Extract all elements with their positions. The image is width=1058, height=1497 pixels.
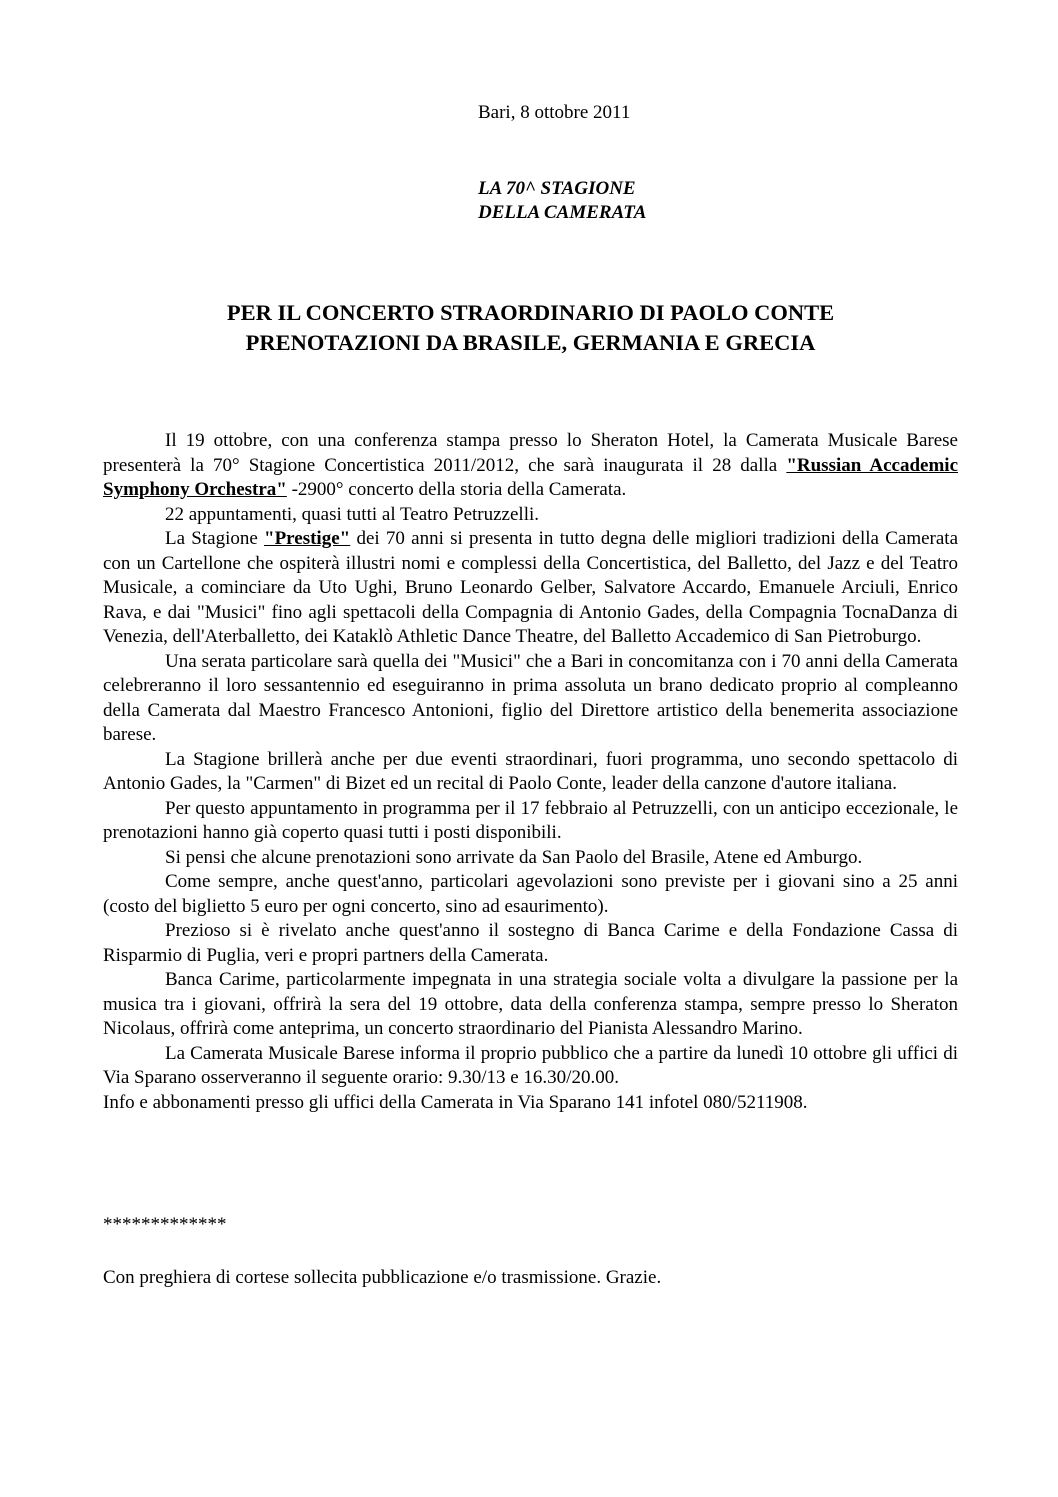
paragraph-season-text-a: La Stagione xyxy=(165,528,265,549)
paragraph-season xyxy=(103,527,958,650)
headline xyxy=(103,298,958,358)
paragraph-sponsors: Prezioso si è rivelato anche quest'anno il sostegno di Banca Carime e della Fondazione Cassa di Risparmio di Puglia, veri e propri partners della Camerata. xyxy=(103,920,958,966)
season-kicker xyxy=(478,177,646,225)
paragraph-intro xyxy=(103,429,958,503)
headline-line-1: PER IL CONCERTO STRAORDINARIO DI PAOLO CONTE xyxy=(226,300,835,325)
paragraph-bookings: Per questo appuntamento in programma per il 17 febbraio al Petruzzelli, con un anticipo eccezionale, le prenotazioni hanno già coperto quasi tutti i posti disponibili. xyxy=(103,797,958,843)
paragraph-office-hours: La Camerata Musicale Barese informa il proprio pubblico che a partire da lunedì 10 ottobre gli uffici di Via Sparano osserveranno il seguente orario: 9.30/13 e 16.30/20.00. xyxy=(103,1042,958,1088)
paragraph-special-events: La Stagione brillerà anche per due eventi straordinari, fuori programma, uno secondo spettacolo di Antonio Gades, la "Carmen" di Bizet ed un recital di Paolo Conte, leader della canzone d'autore italiana. xyxy=(103,748,958,794)
headline-line-2: PRENOTAZIONI DA BRASILE, GERMANIA E GRECIA xyxy=(245,330,816,355)
orchestra-name: "Russian Accademic Symphony Orchestra" xyxy=(103,454,958,500)
kicker-line-2: DELLA CAMERATA xyxy=(478,202,647,223)
paragraph-intro-text-b: -2900° concerto della storia della Camerata. xyxy=(286,479,627,500)
paragraph-international: Si pensi che alcune prenotazioni sono arrivate da San Paolo del Brasile, Atene ed Amburgo. xyxy=(165,846,863,868)
paragraph-intro-text-a: Il 19 ottobre, con una conferenza stampa presso lo Sheraton Hotel, la Camerata Musicale Barese presenterà la 70° Stagione Concertistica 2011/2012, che sarà inaugurata il 28 dalla xyxy=(103,430,958,476)
paragraph-appointments: 22 appuntamenti, quasi tutti al Teatro Petruzzelli. xyxy=(165,503,539,525)
closing-note: Con preghiera di cortese sollecita pubblicazione e/o trasmissione. Grazie. xyxy=(103,1267,662,1288)
paragraph-info-contact: Info e abbonamenti presso gli uffici della Camerata in Via Sparano 141 infotel 080/5211908. xyxy=(103,1091,808,1113)
article-body xyxy=(103,429,958,1115)
kicker-line-1: LA 70^ STAGIONE xyxy=(478,178,636,199)
paragraph-youth-discounts: Come sempre, anche quest'anno, particolari agevolazioni sono previste per i giovani sino a 25 anni (costo del biglietto 5 euro per ogni concerto, sino ad esaurimento). xyxy=(103,871,958,917)
prestige-label: "Prestige" xyxy=(264,528,351,549)
paragraph-season-text-b: dei 70 anni si presenta in tutto degna delle migliori tradizioni della Camerata con un Cartellone che ospiterà illustri nomi e complessi della Concertistica, del Balletto, del Jazz e del Teatro Musicale, a cominciare da Uto Ughi, Bruno Leonardo Gelber, Salvatore Accardo, Emanuele Arciuli, Enrico Rava, e dai "Musici" fino agli spettacoli della Compagnia di Antonio Gades, della Compagnia TocnaDanza di Venezia, dell'Aterballetto, dei Kataklò Athletic Dance Theatre, del Balletto Accademico di San Pietroburgo. xyxy=(103,528,958,647)
document-date: Bari, 8 ottobre 2011 xyxy=(478,102,631,123)
separator: ************* xyxy=(103,1214,227,1235)
paragraph-banca-carime: Banca Carime, particolarmente impegnata in una strategia sociale volta a divulgare la passione per la musica tra i giovani, offrirà la sera del 19 ottobre, data della conferenza stampa, sempre presso lo Sheraton Nicolaus, offrirà come anteprima, un concerto straordinario del Pianista Alessandro Marino. xyxy=(103,969,958,1039)
paragraph-musici: Una serata particolare sarà quella dei "Musici" che a Bari in concomitanza con i 70 anni della Camerata celebreranno il loro sessantennio ed eseguiranno in prima assoluta un brano dedicato proprio al compleanno della Camerata dal Maestro Francesco Antonioni, figlio del Direttore artistico della benemerita associazione barese. xyxy=(103,650,958,745)
